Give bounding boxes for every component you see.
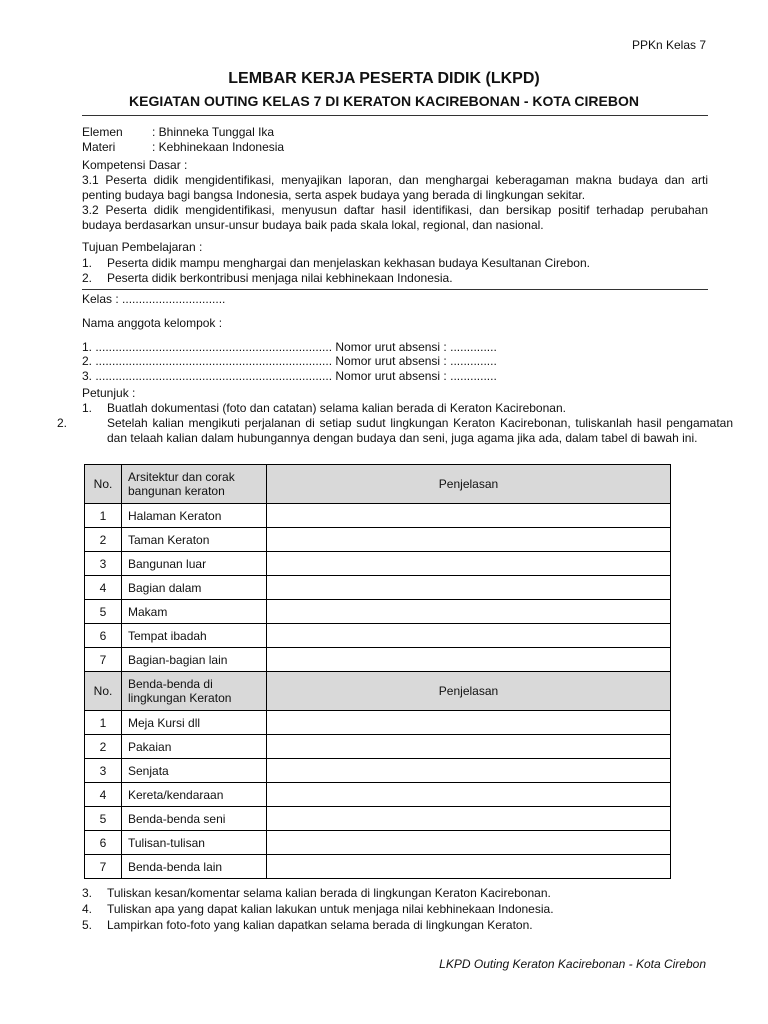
row-number: 2 (85, 528, 122, 552)
title-divider (82, 115, 708, 116)
table-row (85, 576, 671, 600)
table-row (85, 648, 671, 672)
explanation-cell[interactable] (267, 855, 671, 879)
col-no-header: No. (85, 465, 122, 504)
page-footer: LKPD Outing Keraton Kacirebonan - Kota Cirebon (439, 957, 706, 971)
row-item: Tulisan-tulisan (122, 831, 267, 855)
row-number: 5 (85, 807, 122, 831)
list-number: 5. (82, 918, 93, 932)
tujuan-text: Peserta didik mampu menghargai dan menjelaskan kekhasan budaya Kesultanan Cirebon. (107, 256, 590, 270)
kompetensi-heading: Kompetensi Dasar : (82, 158, 188, 172)
row-item: Benda-benda seni (122, 807, 267, 831)
tail-text: Lampirkan foto-foto yang kalian dapatkan selama berada di lingkungan Keraton. (107, 918, 533, 932)
list-number: 2. (82, 271, 93, 285)
explanation-cell[interactable] (267, 648, 671, 672)
kompetensi-kd2: 3.2 Peserta didik mengidentifikasi, menyusun daftar hasil identifikasi, dan bersikap positif terhadap perubahan budaya berdasarkan unsur-unsur budaya baik pada skala lokal, regional, dan nasional. (82, 203, 708, 232)
explanation-cell[interactable] (267, 831, 671, 855)
explanation-cell[interactable] (267, 735, 671, 759)
tujuan-heading: Tujuan Pembelajaran : (82, 240, 203, 254)
petunjuk-item (82, 401, 708, 416)
subject-label: PPKn Kelas 7 (631, 38, 706, 52)
tujuan-item (82, 271, 708, 286)
table-row (85, 783, 671, 807)
table-row (85, 504, 671, 528)
tail-text: Tuliskan apa yang dapat kalian lakukan untuk menjaga nilai kebhinekaan Indonesia. (107, 902, 554, 916)
anggota-row[interactable]: 2. ....................................................................... Nomor urut absensi : .............. (82, 354, 497, 368)
materi-value: : Kebhinekaan Indonesia (152, 140, 285, 154)
table-row (85, 855, 671, 879)
row-item: Senjata (122, 759, 267, 783)
explanation-cell[interactable] (267, 807, 671, 831)
list-number: 4. (82, 902, 93, 916)
explanation-cell[interactable] (267, 759, 671, 783)
explanation-cell[interactable] (267, 504, 671, 528)
row-number: 4 (85, 783, 122, 807)
anggota-row[interactable]: 1. ....................................................................... Nomor urut absensi : .............. (82, 340, 497, 354)
row-number: 6 (85, 624, 122, 648)
list-number: 1. (82, 256, 93, 270)
elemen-label: Elemen (82, 125, 123, 139)
table-row (85, 624, 671, 648)
petunjuk-heading: Petunjuk : (82, 386, 136, 400)
row-number: 1 (85, 504, 122, 528)
table-row (85, 600, 671, 624)
explanation-cell[interactable] (267, 783, 671, 807)
table-row (85, 552, 671, 576)
row-item: Tempat ibadah (122, 624, 267, 648)
col-item-header: Arsitektur dan corak bangunan keraton (122, 465, 267, 504)
petunjuk-item (57, 416, 733, 446)
tail-item (82, 886, 708, 901)
row-item: Makam (122, 600, 267, 624)
tail-item (82, 918, 708, 933)
row-item: Bagian-bagian lain (122, 648, 267, 672)
row-number: 7 (85, 855, 122, 879)
row-number: 4 (85, 576, 122, 600)
tail-item (82, 902, 708, 917)
row-item: Kereta/kendaraan (122, 783, 267, 807)
row-item: Bangunan luar (122, 552, 267, 576)
col-item-header: Benda-benda di lingkungan Keraton (122, 672, 267, 711)
list-number: 2. (57, 416, 68, 430)
table-row (85, 735, 671, 759)
meta-elemen (82, 125, 708, 140)
table-row (85, 831, 671, 855)
tail-text: Tuliskan kesan/komentar selama kalian berada di lingkungan Keraton Kacirebonan. (107, 886, 551, 900)
row-item: Pakaian (122, 735, 267, 759)
lkpd-table (84, 464, 671, 879)
row-number: 3 (85, 759, 122, 783)
section-divider (82, 289, 708, 290)
row-item: Halaman Keraton (122, 504, 267, 528)
table-row (85, 711, 671, 735)
table-row (85, 759, 671, 783)
kompetensi-kd1: 3.1 Peserta didik mengidentifikasi, menyajikan laporan, dan menghargai keberagaman makna budaya dan arti penting budaya bagi bangsa Indonesia, serta aspek budaya yang berada di lingkungan sekitar. (82, 173, 708, 202)
col-explanation-header: Penjelasan (267, 465, 671, 504)
elemen-value: : Bhinneka Tunggal Ika (152, 125, 275, 139)
row-number: 2 (85, 735, 122, 759)
explanation-cell[interactable] (267, 576, 671, 600)
anggota-row[interactable]: 3. ....................................................................... Nomor urut absensi : .............. (82, 369, 497, 383)
row-item: Meja Kursi dll (122, 711, 267, 735)
explanation-cell[interactable] (267, 600, 671, 624)
meta-materi (82, 140, 708, 155)
row-item: Taman Keraton (122, 528, 267, 552)
tujuan-item (82, 256, 708, 271)
row-number: 7 (85, 648, 122, 672)
list-number: 3. (82, 886, 93, 900)
table-header-row (85, 465, 671, 504)
row-number: 1 (85, 711, 122, 735)
explanation-cell[interactable] (267, 528, 671, 552)
anggota-heading: Nama anggota kelompok : (82, 316, 223, 330)
petunjuk-text: Buatlah dokumentasi (foto dan catatan) selama kalian berada di Keraton Kacirebonan. (107, 401, 566, 415)
explanation-cell[interactable] (267, 624, 671, 648)
explanation-cell[interactable] (267, 552, 671, 576)
row-item: Bagian dalam (122, 576, 267, 600)
tujuan-text: Peserta didik berkontribusi menjaga nilai kebhinekaan Indonesia. (107, 271, 453, 285)
table-row (85, 528, 671, 552)
row-number: 5 (85, 600, 122, 624)
kelas-field[interactable]: Kelas : ............................... (82, 292, 226, 306)
page-subtitle: KEGIATAN OUTING KELAS 7 DI KERATON KACIREBONAN - KOTA CIREBON (129, 93, 639, 109)
explanation-cell[interactable] (267, 711, 671, 735)
row-number: 3 (85, 552, 122, 576)
petunjuk-text: Setelah kalian mengikuti perjalanan di setiap sudut lingkungan Keraton Kacirebonan, tuliskanlah hasil pengamatan dan telaah kalian dalam hubungannya dengan budaya dan seni, juga agama jika ada, dalam tabel di bawah ini. (107, 416, 733, 445)
page-title: LEMBAR KERJA PESERTA DIDIK (LKPD) (228, 70, 540, 87)
list-number: 1. (82, 401, 93, 415)
materi-label: Materi (82, 140, 116, 154)
table-row (85, 807, 671, 831)
col-no-header: No. (85, 672, 122, 711)
row-item: Benda-benda lain (122, 855, 267, 879)
table-header-row (85, 672, 671, 711)
col-explanation-header: Penjelasan (267, 672, 671, 711)
row-number: 6 (85, 831, 122, 855)
